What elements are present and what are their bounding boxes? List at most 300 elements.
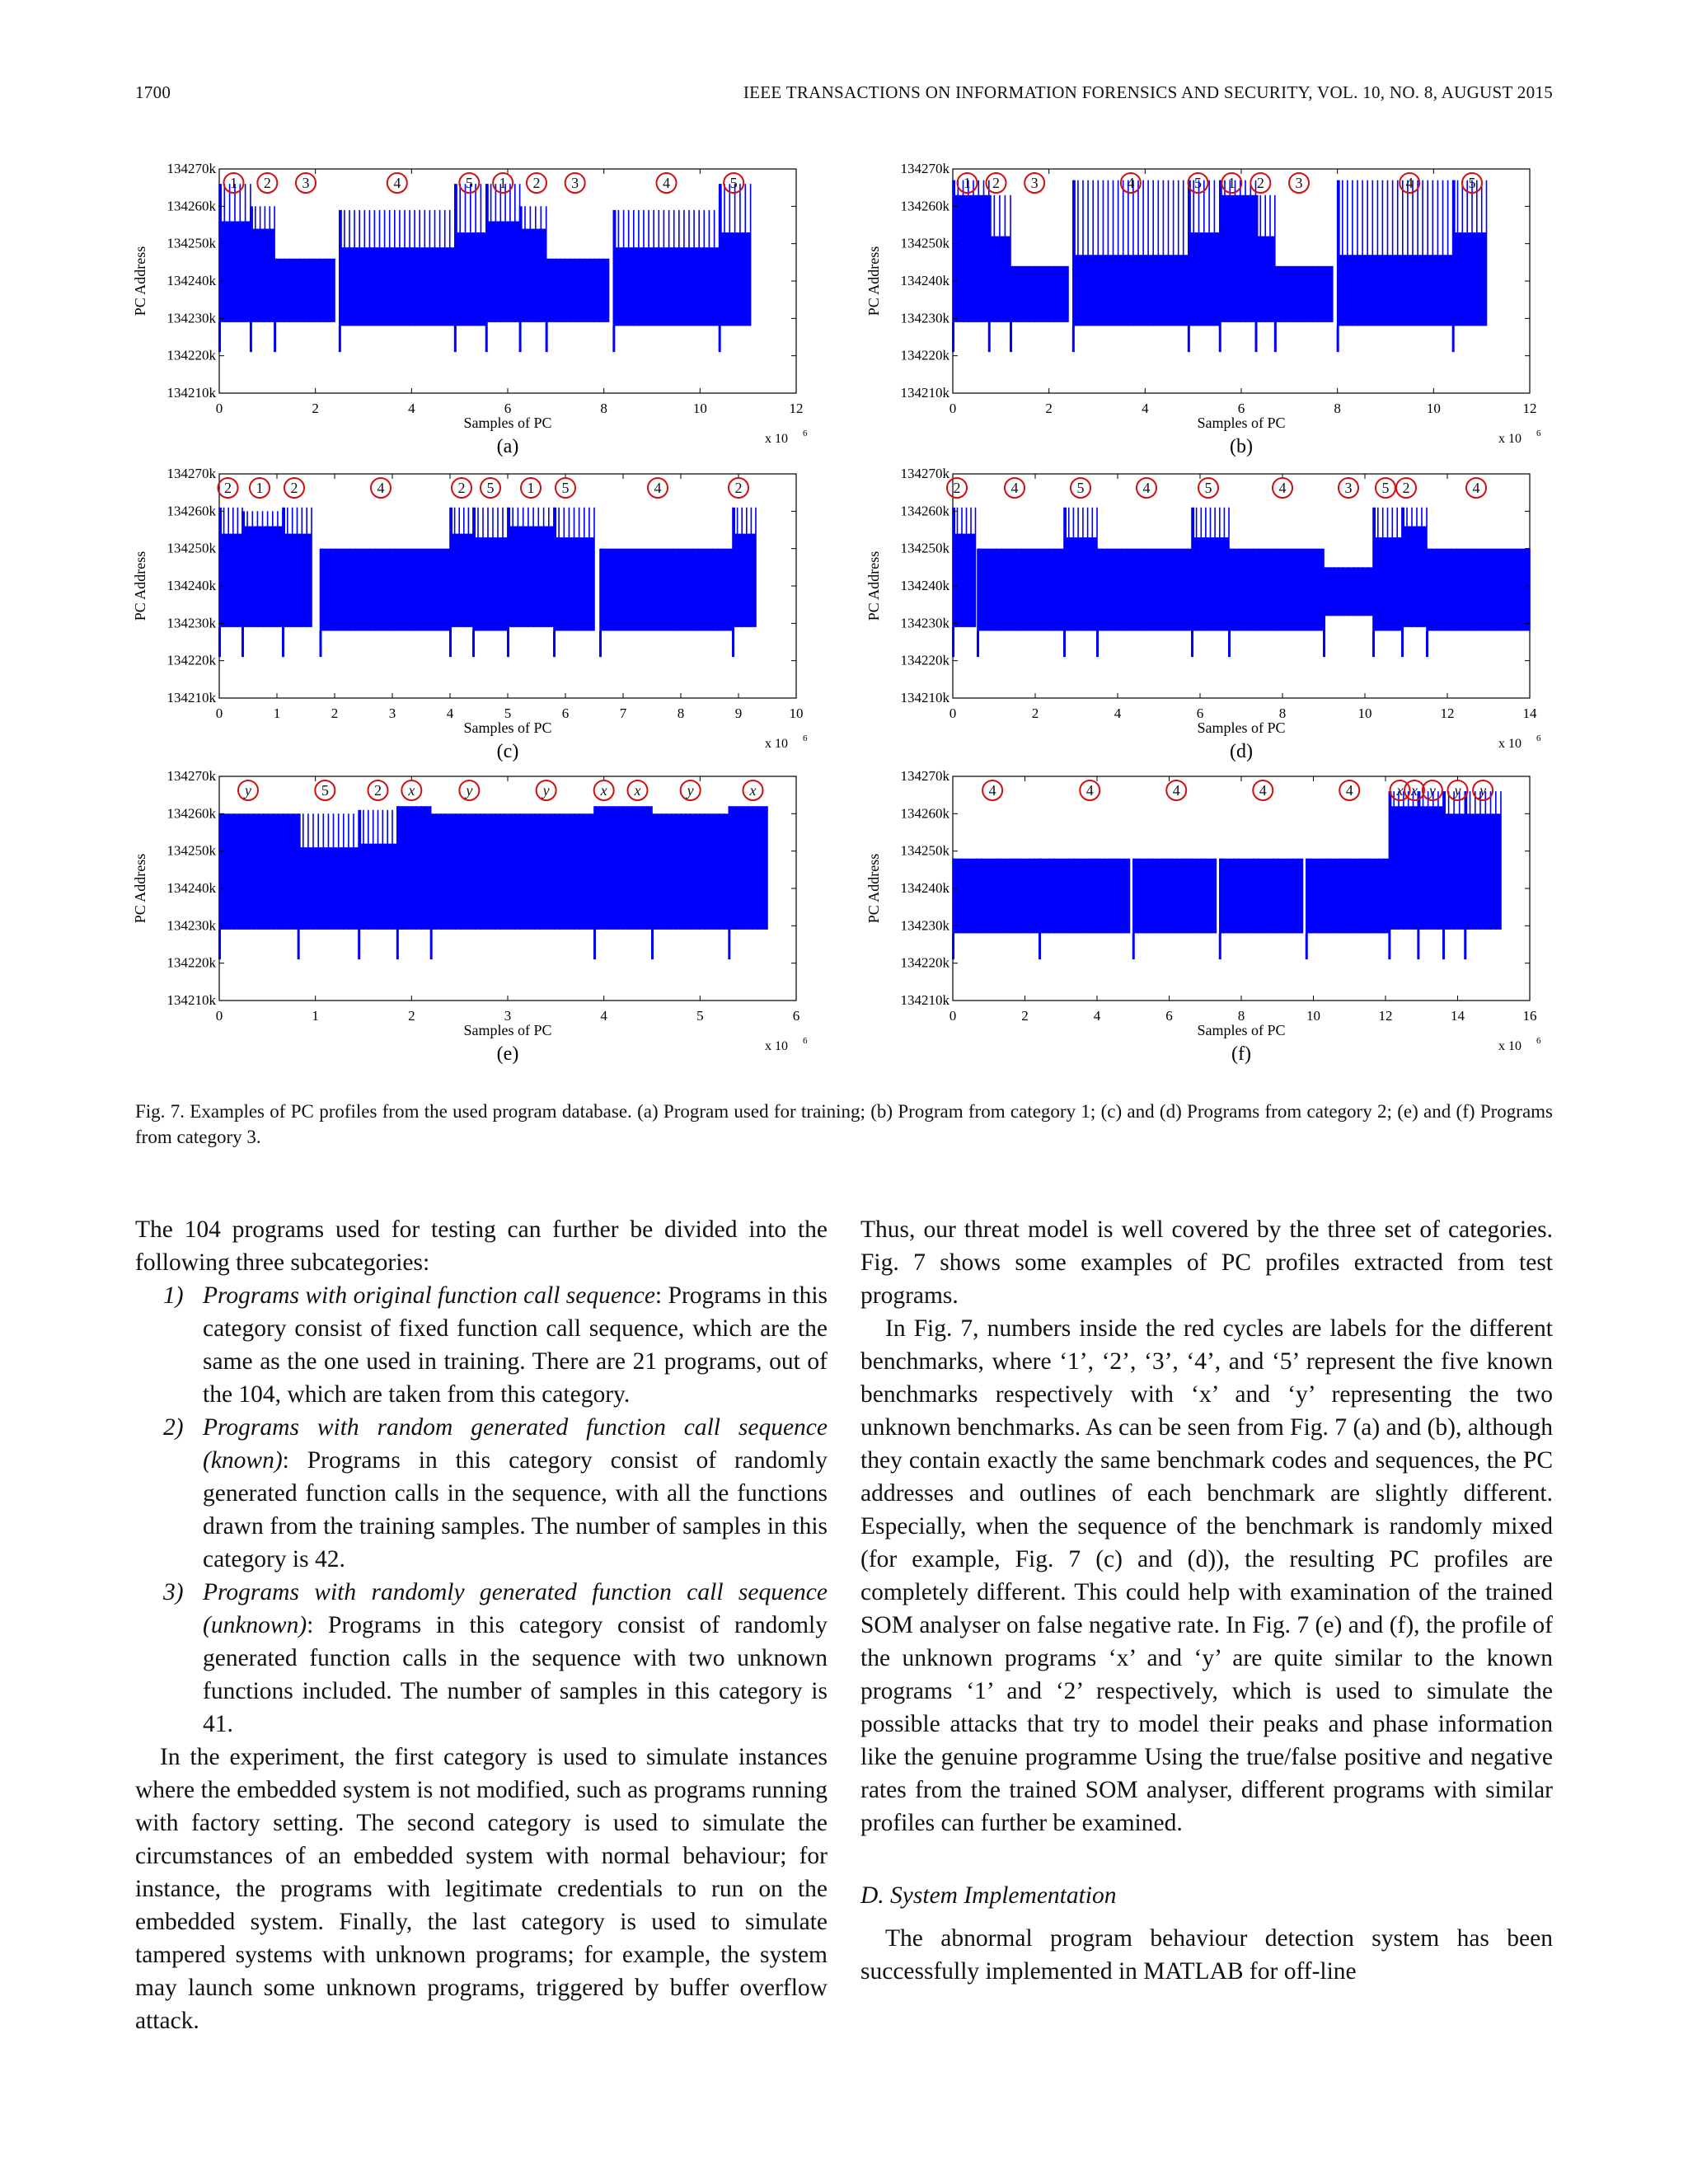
x-tick-label: 2 [331,705,339,721]
y-axis-label: PC Address [132,551,148,621]
x-multiplier-label: x 10 [1498,1039,1522,1053]
segment-dip [1426,630,1428,657]
intro-paragraph: The 104 programs used for testing can further be divided into the following three subcategories: [135,1216,828,1276]
benchmark-label: 4 [1472,480,1480,496]
segment-oscillation [720,184,751,326]
segment-top-spike [1192,508,1194,631]
panel-label: (b) [1230,436,1253,457]
segment-dip [553,630,556,657]
segment-top-spike [953,180,955,322]
segment-body [1097,549,1192,631]
segment-dip [1191,630,1193,657]
segment-dip [1274,322,1277,352]
segment-top-spike [594,806,597,930]
segment-dip [1219,933,1221,959]
segment-top-spike [720,184,722,326]
x-multiplier-label: x 10 [1498,737,1522,751]
segment-oscillation [1373,508,1402,631]
x-multiplier-label: x 10 [765,737,788,751]
segment-dip [298,930,300,959]
x-axis-label: Samples of PC [1197,1022,1286,1038]
list-item [135,1279,828,1411]
benchmark-label: 1 [256,480,264,496]
segment-top-spike [274,259,277,322]
y-tick-label: 134240k [166,273,216,288]
segment-top-spike [1010,266,1013,322]
list-number: 1) [163,1282,184,1309]
segment-body [1220,859,1303,934]
y-tick-label: 134230k [166,615,216,631]
x-tick-label: 10 [789,705,804,721]
y-tick-label: 134220k [166,652,216,668]
x-tick-label: 10 [1357,705,1372,721]
segment-body [1229,549,1324,631]
y-tick-label: 134210k [166,992,216,1008]
panel-label: (d) [1230,741,1253,762]
chart-panel-a [124,161,832,462]
y-tick-label: 134240k [900,880,950,896]
benchmark-label: 5 [1468,175,1476,191]
benchmark-label: 2 [1256,175,1264,191]
x-multiplier-label: x 10 [1498,432,1522,446]
chart-panel-b [857,161,1566,462]
benchmark-label: 5 [729,175,738,191]
x-tick-label: 0 [949,1008,957,1024]
x-tick-label: 1 [273,705,281,721]
benchmark-label: x [600,782,607,799]
segment-dip [988,322,991,352]
threat-model-paragraph: Thus, our threat model is well covered by the three set of categories. Fig. 7 shows some examples of PC profiles extracted from test programs. [860,1216,1553,1309]
segment-dip [599,630,602,657]
benchmark-label: 5 [561,480,570,496]
segment-dip [218,627,221,657]
y-tick-label: 134270k [166,466,216,481]
x-multiplier-exponent: 6 [803,733,808,743]
benchmark-label: 5 [321,782,329,799]
x-tick-label: 8 [1278,705,1287,721]
segment-top-spike [1189,180,1191,326]
segment-top-spike [251,206,253,322]
segment-dip [430,930,433,959]
x-tick-label: 8 [600,401,607,416]
segment-top-spike [486,184,489,322]
segment-top-spike [1039,859,1042,934]
segment-top-spike [508,508,510,627]
segment-top-spike [455,184,457,326]
segment-dip [241,627,244,657]
y-tick-label: 134210k [900,690,950,705]
segment-dip [719,326,721,352]
segment-top-spike [733,508,735,627]
segment-dip [977,630,979,657]
x-tick-label: 1 [312,1008,319,1024]
segment-body [1418,806,1443,930]
segment-top-spike [1073,180,1076,326]
y-axis-label: PC Address [865,551,882,621]
segment-dip [728,930,730,959]
segment-dip [593,930,596,959]
x-tick-label: 12 [1440,705,1455,721]
segment-top-spike [1373,508,1376,631]
segment-oscillation [455,184,486,326]
chart-panel-d [857,466,1566,772]
x-tick-label: 5 [696,1008,704,1024]
y-tick-label: 134240k [900,578,950,593]
benchmark-label: 2 [953,480,961,496]
segment-dip [1452,326,1455,352]
benchmark-label: 2 [263,175,271,191]
benchmark-label: 2 [224,480,232,496]
segment-dip [952,627,954,657]
benchmark-label: 2 [532,175,541,191]
segment-top-spike [242,511,245,627]
segment-top-spike [554,508,556,631]
x-tick-label: 4 [1114,705,1122,721]
y-tick-label: 134250k [900,540,950,556]
benchmark-label: 4 [1010,480,1019,496]
panel-label: (f) [1231,1043,1251,1065]
x-tick-label: 0 [215,705,223,721]
x-tick-label: 7 [619,705,627,721]
segment-dip [732,627,734,657]
y-tick-label: 134210k [166,690,216,705]
segment-top-spike [298,813,301,930]
x-tick-label: 4 [1142,401,1149,416]
benchmark-label: 4 [1278,480,1287,496]
y-tick-label: 134240k [166,880,216,896]
segment-top-spike [219,508,222,627]
benchmark-label: 2 [1402,480,1410,496]
benchmark-label: x [1396,782,1404,799]
segment-dip [1039,933,1041,959]
segment-body [1427,549,1530,631]
x-tick-label: 3 [504,1008,512,1024]
segment-top-spike [1220,180,1222,322]
y-tick-label: 134230k [900,310,950,326]
x-axis-label: Samples of PC [463,1022,552,1038]
segment-dip [1063,630,1066,657]
segment-dip [1228,630,1231,657]
list-number: 3) [163,1579,184,1605]
y-tick-label: 134230k [900,917,950,934]
segment-top-spike [1338,180,1340,326]
y-tick-label: 134240k [900,273,950,288]
benchmark-label: 5 [486,480,495,496]
benchmark-label: 5 [465,175,473,191]
y-tick-label: 134210k [166,385,216,401]
benchmark-label: y [1428,782,1436,799]
list-title: Programs with original function call sequence [203,1282,655,1309]
benchmark-label: 4 [1127,175,1135,191]
y-tick-label: 134220k [166,347,216,363]
figure-caption: Fig. 7. Examples of PC profiles from the used program database. (a) Program used for training; (b) Program from category 1; (c) and (d) Programs from category 2; (e) and (f) Programs from category 3. [135,1101,1553,1147]
x-axis-label: Samples of PC [463,415,552,431]
x-multiplier-exponent: 6 [1536,429,1541,438]
y-tick-label: 134260k [166,198,216,214]
y-tick-label: 134230k [900,615,950,631]
y-tick-label: 134250k [900,235,950,251]
x-tick-label: 0 [215,401,223,416]
section-heading: D. System Implementation [860,1882,1117,1909]
segment-top-spike [1389,791,1391,930]
segment-dip [282,627,284,657]
list-title: Programs with randomly generated function call sequence (unknown) [203,1579,828,1638]
segment-dip [218,322,221,352]
benchmark-label: 4 [393,175,401,191]
y-tick-label: 134220k [166,954,216,971]
segment-dip [1188,326,1190,352]
x-tick-label: 8 [677,705,685,721]
segment-body [340,247,455,326]
y-tick-label: 134270k [166,161,216,176]
list-item [135,1576,828,1741]
benchmark-label: 1 [1227,175,1236,191]
x-tick-label: 6 [1196,705,1204,721]
segment-dip [1401,627,1404,657]
segment-dip [1442,930,1445,959]
benchmark-label: 2 [290,480,298,496]
segment-dip [952,933,954,959]
y-tick-label: 134260k [166,805,216,822]
segment-body [251,229,274,322]
benchmark-label: 4 [654,480,662,496]
page-header [135,82,1553,107]
segment-dip [1417,930,1419,959]
x-multiplier-exponent: 6 [1536,733,1541,743]
segment-dip [1337,326,1339,352]
segment-dip [1372,630,1375,657]
segment-top-spike [450,508,452,627]
segment-dip [449,627,452,657]
x-axis-label: Samples of PC [463,719,552,736]
segment-top-spike [1453,180,1456,326]
x-tick-label: 10 [1426,401,1441,416]
segment-dip [320,630,322,657]
benchmark-label: 3 [302,175,310,191]
segment-oscillation [1389,791,1418,930]
benchmark-label: x [408,782,415,799]
segment-dip [651,930,654,959]
benchmark-label: 4 [1142,480,1151,496]
segment-top-spike [473,508,476,631]
segment-dip [274,322,276,352]
right-column [860,1213,1553,1988]
list-text: : Programs in this category consist of randomly generated function calls in the sequence with two unknown functions included. The number of samples in this category is 41. [203,1612,828,1737]
benchmark-label: 2 [992,175,1000,191]
segment-body [1402,526,1427,626]
segment-dip [218,930,221,959]
segment-top-spike [1097,549,1100,631]
segment-body [733,534,756,627]
benchmark-label: 3 [1030,175,1039,191]
segment-top-spike [1229,549,1231,631]
x-tick-label: 12 [1378,1008,1393,1024]
benchmark-label: 4 [1172,782,1180,799]
benchmark-label: 4 [1259,782,1267,799]
segment-top-spike [1402,508,1404,627]
x-axis-label: Samples of PC [1197,415,1286,431]
segment-top-spike [1275,266,1278,322]
segment-dip [1219,322,1221,352]
segment-dip [472,630,475,657]
y-tick-label: 134220k [900,652,950,668]
benchmark-label: x [634,782,641,799]
benchmark-label: 1 [527,480,535,496]
x-multiplier-exponent: 6 [803,1036,808,1046]
x-tick-label: 6 [1237,401,1245,416]
segment-top-spike [431,813,434,930]
segment-dip [1132,933,1135,959]
y-tick-label: 134270k [900,161,950,176]
y-axis-label: PC Address [865,246,882,316]
y-tick-label: 134260k [900,805,950,822]
x-tick-label: 2 [312,401,319,416]
segment-oscillation [219,184,251,322]
y-tick-label: 134230k [166,310,216,326]
x-multiplier-label: x 10 [765,432,788,446]
segment-dip [485,322,488,352]
y-tick-label: 134210k [900,385,950,401]
y-tick-label: 134230k [166,917,216,934]
segment-dip [396,930,399,959]
benchmark-label: 2 [374,782,382,799]
benchmark-label: 4 [1345,782,1353,799]
segment-body [520,229,546,322]
benchmark-label: 5 [1076,480,1085,496]
y-tick-label: 134270k [166,768,216,784]
segment-top-spike [1465,791,1467,930]
benchmark-label: 4 [1405,175,1414,191]
segment-dip [519,322,522,352]
x-tick-label: 4 [446,705,454,721]
list-item [135,1411,828,1576]
segment-top-spike [613,210,616,326]
benchmark-label: 1 [964,175,971,191]
list-text: : Programs in this category consist of fixed function call sequence, which are the same as the one used in training. There are 21 programs, out of the 104, which are taken from this category. [203,1282,828,1408]
y-tick-label: 134260k [900,198,950,214]
segment-dip [339,326,341,352]
segment-top-spike [1256,195,1259,322]
x-tick-label: 16 [1522,1008,1537,1024]
x-tick-label: 12 [789,401,804,416]
benchmark-label: y [466,782,473,799]
x-tick-label: 12 [1522,401,1537,416]
x-tick-label: 10 [1306,1008,1320,1024]
segment-body [1133,859,1217,934]
segment-top-spike [1220,859,1222,934]
segment-oscillation [321,549,451,631]
y-axis-label: PC Address [865,853,882,924]
benchmark-label: x [749,782,757,799]
benchmark-label: 3 [571,175,579,191]
segment-top-spike [1427,549,1429,631]
segment-dip [1323,616,1325,657]
segment-dip [952,322,954,352]
segment-top-spike [1133,859,1136,934]
segment-top-spike [989,195,992,322]
benchmark-label: 3 [1295,175,1303,191]
benchmark-label: 2 [734,480,743,496]
segment-body [450,534,473,627]
segment-body [613,247,719,326]
segment-top-spike [397,806,400,930]
benchmark-label: y [1454,782,1461,799]
segment-body [1306,859,1390,934]
segment-body [219,534,242,627]
y-tick-label: 134250k [166,235,216,251]
y-tick-label: 134270k [900,768,950,784]
panel-label: (e) [496,1043,519,1065]
segment-top-spike [283,508,285,627]
segment-dip [454,326,457,352]
x-tick-label: 0 [949,401,957,416]
x-tick-label: 10 [692,401,707,416]
segment-dip [507,627,509,657]
segment-dip [612,326,615,352]
segment-dip [1388,930,1390,959]
segment-dip [1096,630,1099,657]
segment-dip [250,322,252,352]
segment-top-spike [1064,508,1067,631]
segment-top-spike [546,259,549,322]
segment-top-spike [978,549,980,631]
benchmark-label: y [542,782,550,799]
benchmark-label: 4 [1085,782,1094,799]
x-axis-label: Samples of PC [1197,719,1286,736]
list-text: : Programs in this category consist of randomly generated function calls in the sequence, with all the functions drawn from the training samples. The number of samples in this category is 42. [203,1447,828,1572]
segment-dip [546,322,548,352]
x-tick-label: 6 [792,1008,800,1024]
x-tick-label: 14 [1522,705,1537,721]
benchmark-label: 4 [663,175,670,191]
x-tick-label: 5 [504,705,512,721]
x-tick-label: 9 [734,705,743,721]
chart-panel-c [124,466,832,772]
y-tick-label: 134250k [900,842,950,859]
benchmark-label: 5 [1381,480,1390,496]
segment-dip [1255,322,1258,352]
segment-oscillation [1189,180,1220,326]
x-tick-label: 4 [600,1008,607,1024]
y-tick-label: 134210k [900,992,950,1008]
list-number: 2) [163,1414,184,1441]
benchmark-label: 4 [377,480,385,496]
segment-top-spike [1306,859,1309,934]
x-tick-label: 6 [504,401,512,416]
y-axis-label: PC Address [132,246,148,316]
segment-top-spike [321,549,323,631]
y-tick-label: 134270k [900,466,950,481]
panel-label: (a) [496,436,519,457]
segment-dip [1072,326,1075,352]
x-tick-label: 4 [1093,1008,1101,1024]
x-multiplier-exponent: 6 [1536,1036,1541,1046]
list-title: Programs with random generated function call sequence (known) [203,1414,828,1474]
segment-body [508,526,554,626]
x-tick-label: 0 [949,705,957,721]
segment-top-spike [340,210,342,326]
y-axis-label: PC Address [132,853,148,924]
x-tick-label: 8 [1334,401,1341,416]
segment-top-spike [219,184,222,322]
x-tick-label: 2 [1021,1008,1029,1024]
benchmark-label: y [1479,782,1487,799]
segment-top-spike [1443,791,1446,930]
page-number: 1700 [135,82,171,102]
segment-top-spike [729,806,731,930]
x-tick-label: 2 [1031,705,1039,721]
segment-top-spike [359,810,361,930]
